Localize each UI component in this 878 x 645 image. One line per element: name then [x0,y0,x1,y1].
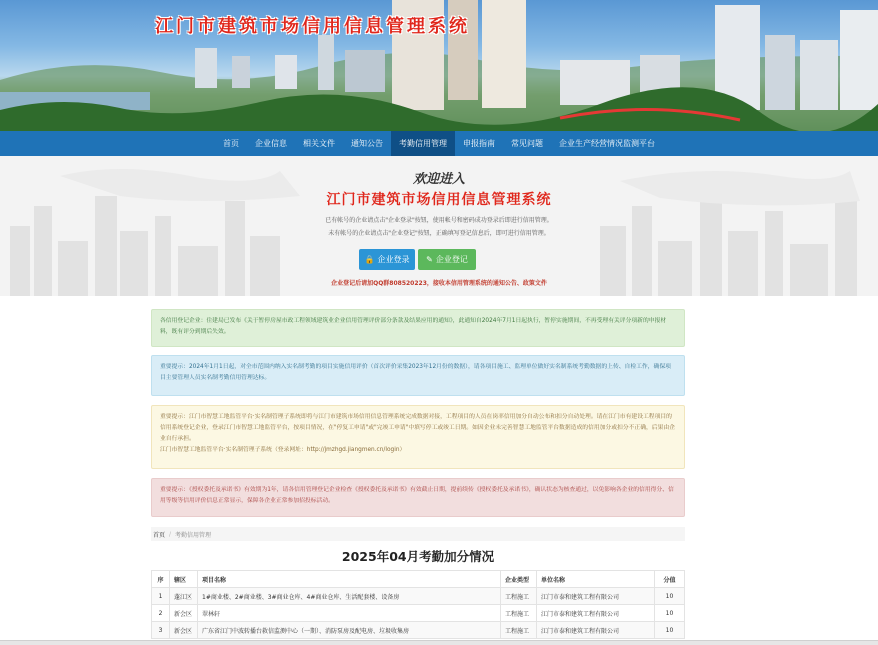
col-header-company-type: 企业类型 [501,571,537,588]
company-login-button[interactable] [359,249,415,270]
cell-district: 蓬江区 [170,588,198,605]
cell-index: 2 [152,605,170,622]
cell-score: 10 [655,588,685,605]
cell-index: 3 [152,622,170,639]
breadcrumb-current: 考勤信用管理 [175,531,212,539]
cell-index: 1 [152,588,170,605]
breadcrumb [151,527,685,541]
company-register-button[interactable] [418,249,476,270]
cell-score: 10 [655,622,685,639]
cell-score: 10 [655,605,685,622]
notice-attendance-evaluation: 重要提示：2024年1月1日起，对全市范围内纳入实名制考勤的项目实施信用评价（首次评价采集2023年12月份的数据），请各项目施工、监理单位做好实名制系统考勤数据的上传、自检工作，确保项目主要管理人员实名制考勤信用管理达标。 [151,355,685,396]
notice-authorization-letter: 重要提示：《授权委托及承诺书》有效期为1年，请各信用管理登记企业检查《授权委托及承诺书》有效截止日期，提前续传《授权委托及承诺书》，确认状态为核查通过，以免影响各企业的信用得分、信用等级等信用评价信息正常显示，保障各企业正常参加招投标活动。 [151,478,685,517]
register-instruction: 未有帐号的企业请点击"企业登记"按钮，正确填写登记信息后，即可进行信用管理。 [328,230,550,237]
edit-icon: ✎ [426,255,433,264]
col-header-company-name: 单位名称 [537,571,655,588]
notice-suspension: 各信用登记企业：住建局已发布《关于暂停房屋市政工程领域建筑业企业信用管理评价部分条款及结果应用的通知》，此通知自2024年7月1日起执行，暂停实施期间，不再受理有关评分项新的申报材料，既有评分到期后失效。 [151,309,685,347]
nav-item-monitoring-platform[interactable]: 企业生产经营情况监测平台 [559,139,655,148]
nav-item-related-files[interactable]: 相关文件 [303,139,335,148]
horizontal-scrollbar[interactable] [0,640,878,645]
notice-smart-site-integration [151,405,685,469]
col-header-score: 分值 [655,571,685,588]
welcome-section [0,156,878,296]
nav-item-guide[interactable]: 申报指南 [463,139,495,148]
cell-district: 新会区 [170,622,198,639]
col-header-district: 辖区 [170,571,198,588]
qq-group-note: 企业登记后请加QQ群808520223，接收本信用管理系统的通知公告、政策文件 [331,280,547,287]
table-header-row [152,571,685,588]
company-register-label: 企业登记 [435,255,468,264]
login-instruction: 已有帐号的企业请点击"企业登录"按钮，使用帐号和密码成功登录后即进行信用管理。 [325,217,553,224]
col-header-project: 项目名称 [198,571,501,588]
cell-company-type: 工程施工 [501,622,537,639]
cell-company-name: 江门市泰和建筑工程有限公司 [537,588,655,605]
nav-item-attendance-credit[interactable]: 考勤信用管理 [391,131,455,156]
header-banner [0,0,878,131]
nav-item-company-info[interactable]: 企业信息 [255,139,287,148]
table-row [152,588,685,605]
cell-district: 新会区 [170,605,198,622]
cell-project: 广东省江门中波转播台救信监测中心（一期）、消防泵房及配电房、垃圾收集房 [198,622,501,639]
notice-smart-site-text: 重要提示：江门市智慧工地监管平台·实名制管理子系统即将与江门市建筑市场信用信息管理系统完成数据对接，工程项目的人员在岗率信用加分自动公布和扣分自动处理。请在江门市有建设工程项目的信用系统登记企业，登录江门市智慧工地监管平台，按项目情况，在"停复工申请"或"完竣工申请"中填写停工或竣工日期。如因企业未完善智慧工地监管平台数据造成的信用加分或扣分不正确，后果由企业自行承担。 [160,414,675,442]
cell-company-name: 江门市泰和建筑工程有限公司 [537,622,655,639]
table-row [152,622,685,639]
system-title: 江门市建筑市场信用信息管理系统 [155,16,470,37]
welcome-heading: 欢迎进入 [412,172,465,187]
col-header-index: 序 [152,571,170,588]
nav-item-home[interactable]: 首页 [223,139,239,148]
notice-smart-site-url: 江门市智慧工地监管平台·实名制管理子系统（登录网址：http://jmzhgd.jiangmen.cn/login） [160,447,406,453]
cell-company-name: 江门市泰和建筑工程有限公司 [537,605,655,622]
nav-item-notices[interactable]: 通知公告 [351,139,383,148]
system-name-heading: 江门市建筑市场信用信息管理系统 [326,192,552,208]
breadcrumb-home[interactable]: 首页 [153,531,166,539]
attendance-bonus-table [151,570,685,639]
cell-project: 翠林轩 [198,605,501,622]
cell-company-type: 工程施工 [501,588,537,605]
main-nav [0,131,878,156]
table-row [152,605,685,622]
cell-project: 1#商业楼、2#商业楼、3#商业仓库、4#商业仓库、生活配套楼、设备房 [198,588,501,605]
breadcrumb-separator: / [169,530,172,538]
company-login-label: 企业登录 [377,255,410,264]
lock-icon: 🔒 [364,255,375,264]
cell-company-type: 工程施工 [501,605,537,622]
nav-item-faq[interactable]: 常见问题 [511,139,543,148]
page-title: 2025年04月考勤加分情况 [341,549,495,564]
